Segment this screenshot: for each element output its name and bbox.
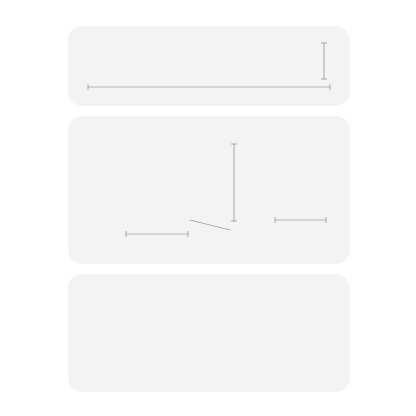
enclosure-card [68,116,350,264]
extended-gate-illustration [68,26,350,106]
octagon-enclosure-illustration [68,116,350,264]
specifications-card [68,274,350,392]
extended-gate-card [68,26,350,106]
